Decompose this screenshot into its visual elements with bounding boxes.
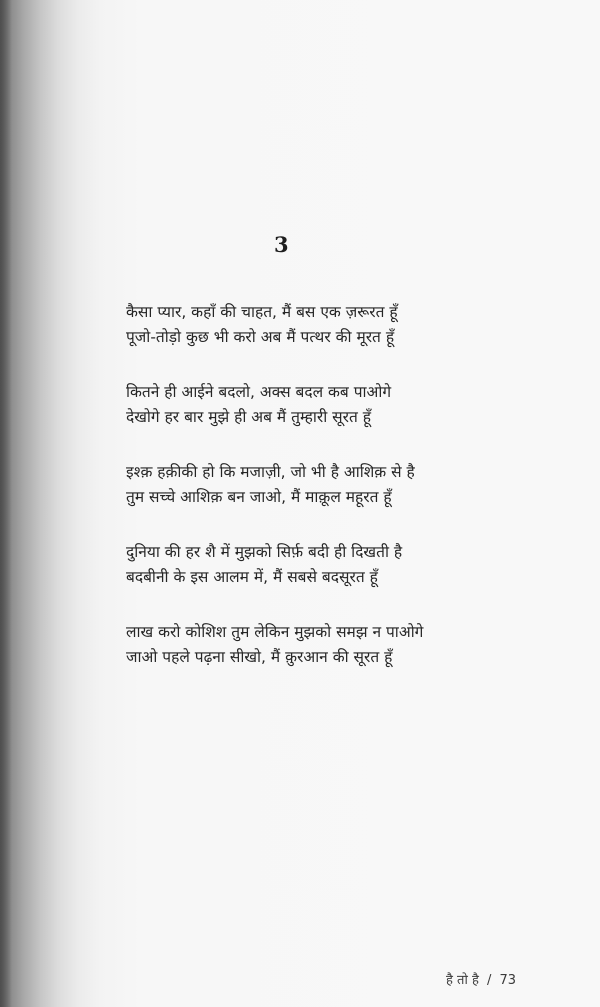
- page-number: 73: [499, 973, 517, 988]
- poem-line: दुनिया की हर शै में मुझको सिर्फ़ बदी ही दिखती है: [126, 543, 403, 561]
- poem-line: बदबीनी के इस आलम में, मैं सबसे बदसूरत हूँ: [126, 568, 378, 586]
- stanza: [126, 300, 476, 350]
- poem-line: कितने ही आईने बदलो, अक्स बदल कब पाओगे: [126, 383, 392, 401]
- poem-line: लाख करो कोशिश तुम लेकिन मुझको समझ न पाओगे: [126, 623, 424, 641]
- poem-line: जाओ पहले पढ़ना सीखो, मैं क़ुरआन की सूरत हूँ: [126, 648, 393, 666]
- stanza: [126, 620, 476, 670]
- poem-line: पूजो-तोड़ो कुछ भी करो अब मैं पत्थर की मूरत हूँ: [126, 328, 395, 346]
- poem-line: देखोगे हर बार मुझे ही अब मैं तुम्हारी सूरत हूँ: [126, 408, 371, 426]
- poem-body: [126, 300, 476, 700]
- stanza: [126, 460, 476, 510]
- stanza: [126, 380, 476, 430]
- page-footer: [446, 970, 516, 988]
- poem-number: 3: [274, 232, 289, 257]
- stanza: [126, 540, 476, 590]
- poem-line: तुम सच्चे आशिक़ बन जाओ, मैं माक़ूल महूरत हूँ: [126, 488, 392, 506]
- running-title: है तो है: [446, 973, 479, 988]
- footer-separator: /: [487, 973, 492, 988]
- poem-line: कैसा प्यार, कहाँ की चाहत, मैं बस एक ज़रूरत हूँ: [126, 303, 398, 321]
- poem-line: इश्क़ हक़ीकी हो कि मजाज़ी, जो भी है आशिक़ से है: [126, 463, 415, 481]
